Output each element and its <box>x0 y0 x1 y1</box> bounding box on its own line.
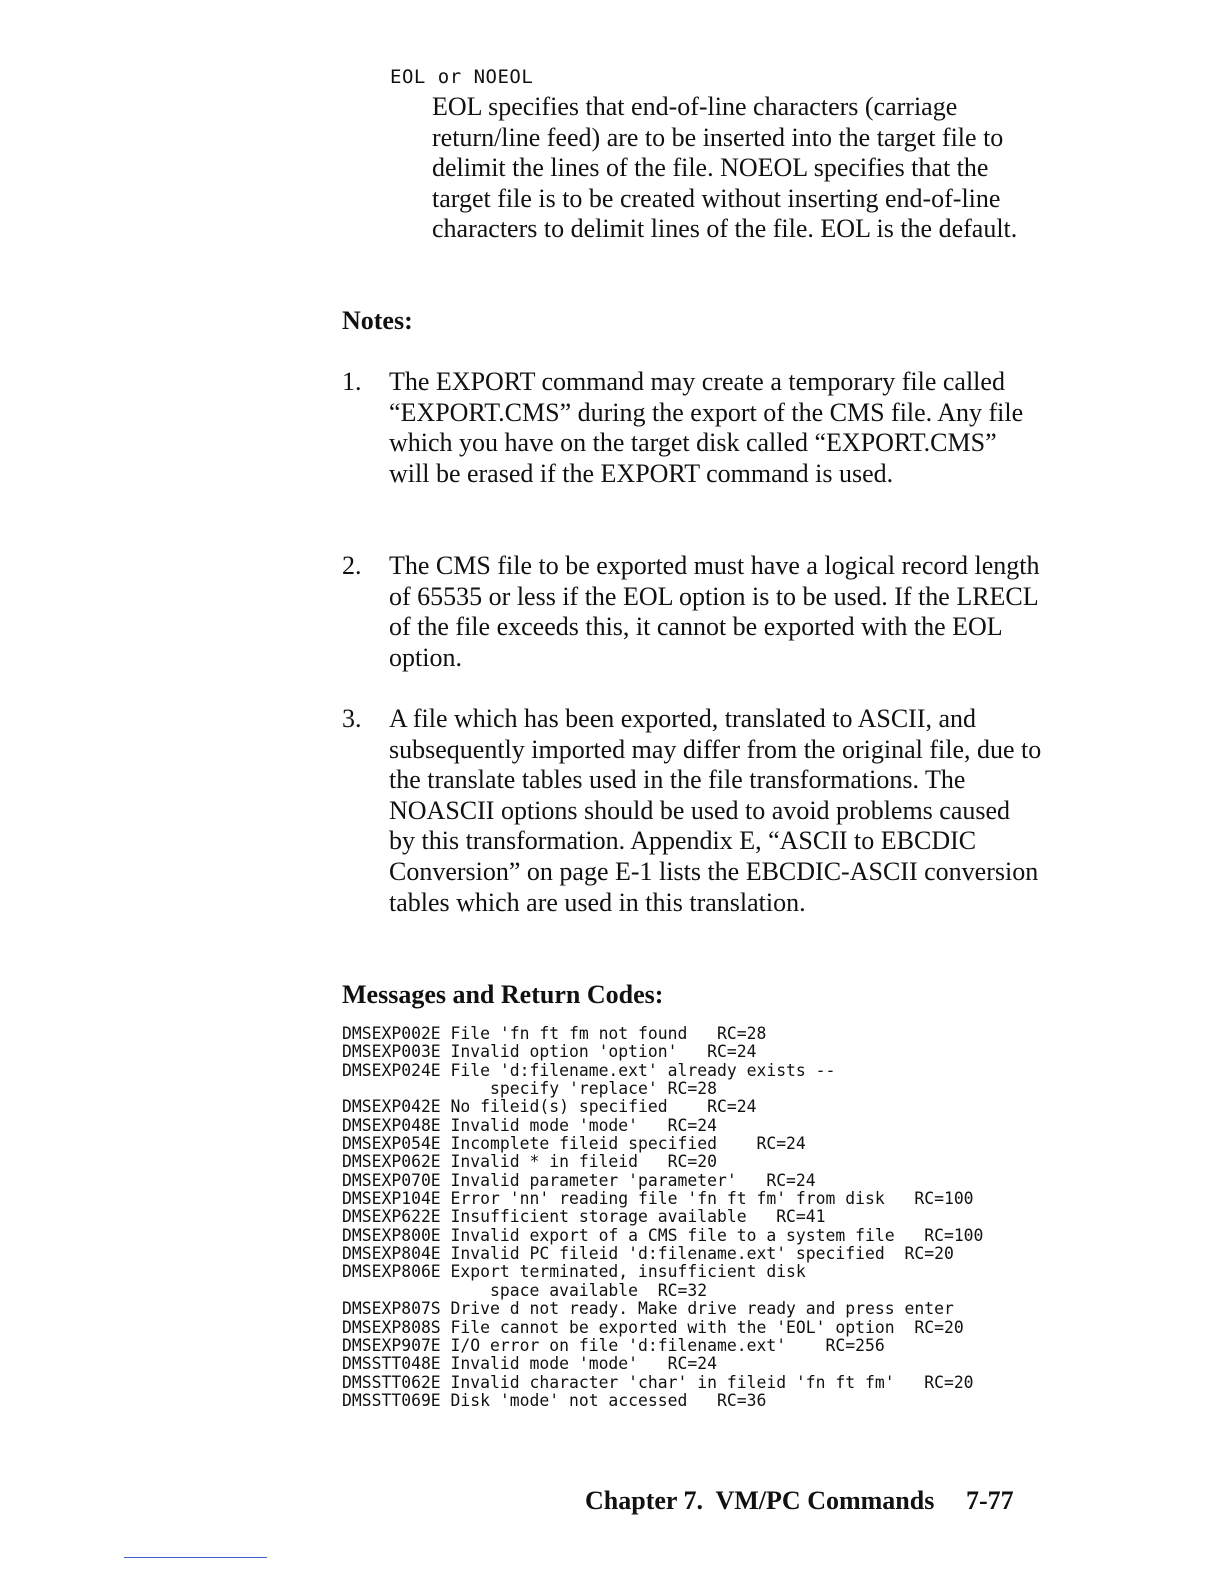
message-line: DMSEXP800E Invalid export of a CMS file to a system file RC=100 <box>342 1225 984 1245</box>
note-item <box>342 704 1042 918</box>
message-line: DMSEXP806E Export terminated, insufficient disk <box>342 1262 806 1282</box>
message-line: DMSEXP804E Invalid PC fileid 'd:filename.ext' specified RC=20 <box>342 1244 954 1264</box>
message-line: DMSEXP003E Invalid option 'option' RC=24 <box>342 1042 757 1062</box>
message-list <box>342 1025 983 1410</box>
note-text: A file which has been exported, translated to ASCII, and subsequently imported may differ from the original file, due to the translate tables used in the file transformations. The NOASCII options should be used to avoid problems caused by this transformation. Appendix E, “ASCII to EBCDIC Conversion” on page E-1 lists the EBCDIC-ASCII conversion tables which are used in this translation. <box>389 704 1042 917</box>
option-description: EOL specifies that end-of-line characters (carriage return/line feed) are to be inserted into the target file to delimit the lines of the file. NOEOL specifies that the target file is to be created without inserting end-of-line characters to delimit lines of the file. EOL is the default. <box>432 92 1018 243</box>
option-term: EOL or NOEOL <box>390 66 534 88</box>
note-number: 2. <box>342 551 362 580</box>
note-text: The CMS file to be exported must have a logical record length of 65535 or less if the EOL option is to be used. If the LRECL of the file exceeds this, it cannot be exported with the EOL option. <box>389 551 1040 672</box>
message-line: DMSEXP907E I/O error on file 'd:filename.ext' RC=256 <box>342 1335 885 1355</box>
notes-heading: Notes: <box>342 306 413 335</box>
message-line: DMSSTT069E Disk 'mode' not accessed RC=36 <box>342 1390 767 1410</box>
message-line: DMSEXP042E No fileid(s) specified RC=24 <box>342 1097 757 1117</box>
message-line: DMSEXP048E Invalid mode 'mode' RC=24 <box>342 1115 717 1135</box>
message-line: DMSEXP062E Invalid * in fileid RC=20 <box>342 1152 717 1172</box>
message-line: DMSEXP024E File 'd:filename.ext' already exists -- <box>342 1060 836 1080</box>
footnote-rule <box>124 1557 267 1558</box>
message-line: specify 'replace' RC=28 <box>342 1079 717 1099</box>
note-number: 1. <box>342 367 362 396</box>
message-line: DMSEXP104E Error 'nn' reading file 'fn ft fm' from disk RC=100 <box>342 1189 974 1209</box>
messages-heading: Messages and Return Codes: <box>342 980 664 1009</box>
note-item <box>342 367 1042 489</box>
message-line: DMSSTT048E Invalid mode 'mode' RC=24 <box>342 1354 717 1374</box>
note-item <box>342 551 1042 673</box>
note-number: 3. <box>342 704 362 733</box>
message-line: DMSEXP807S Drive d not ready. Make drive ready and press enter <box>342 1299 954 1319</box>
message-line: DMSEXP622E Insufficient storage available RC=41 <box>342 1207 826 1227</box>
note-text: The EXPORT command may create a temporary file called “EXPORT.CMS” during the export of the CMS file. Any file which you have on the target disk called “EXPORT.CMS” will be erased if the EXPORT command is used. <box>389 367 1024 488</box>
footer-chapter-title: Chapter 7. VM/PC Commands <box>585 1486 935 1515</box>
message-line: DMSEXP808S File cannot be exported with the 'EOL' option RC=20 <box>342 1317 964 1337</box>
message-line: DMSSTT062E Invalid character 'char' in fileid 'fn ft fm' RC=20 <box>342 1372 974 1392</box>
message-line: DMSEXP002E File 'fn ft fm not found RC=28 <box>342 1024 767 1043</box>
message-line: DMSEXP070E Invalid parameter 'parameter' RC=24 <box>342 1170 816 1190</box>
message-line: space available RC=32 <box>342 1280 708 1300</box>
footer-page-number: 7-77 <box>966 1486 1014 1515</box>
message-line: DMSEXP054E Incomplete fileid specified RC=24 <box>342 1134 806 1154</box>
